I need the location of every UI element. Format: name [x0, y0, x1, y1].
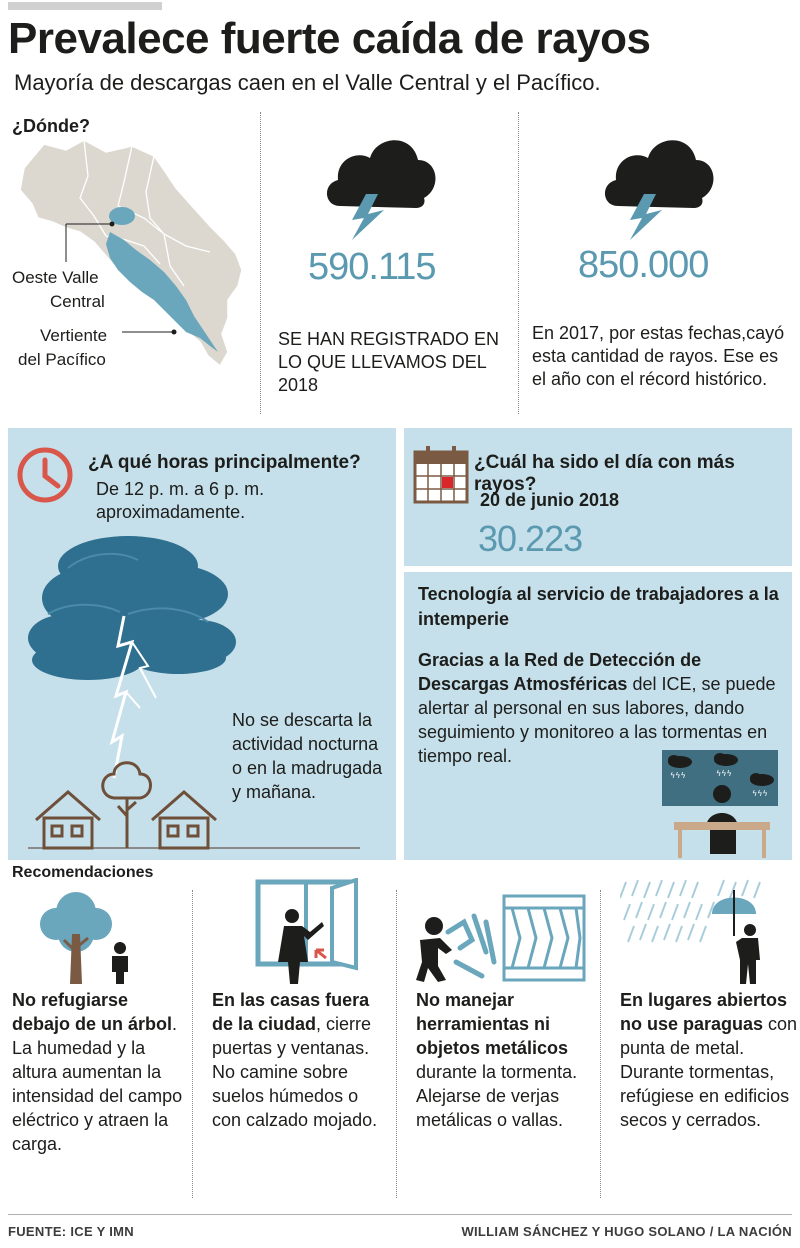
- tech-text-rest: del ICE, se puede alertar al personal en sus labores, dando seguimiento y monitoreo a las tormentas en tiempo real.: [418, 674, 776, 766]
- monitoring-worker-icon: [660, 750, 780, 858]
- svg-text:ϟϟϟ: ϟϟϟ: [716, 769, 732, 778]
- calendar-icon: [412, 444, 470, 506]
- divider: [518, 112, 519, 414]
- rec-house-rest: , cierre puertas y ventanas. No camine sobre suelos húmedos o con calzado mojado.: [212, 1014, 378, 1130]
- rec-tree-bold: No refugiarse debajo de un árbol: [12, 990, 173, 1034]
- rec-umbrella-rest: con punta de metal. Durante tormentas, refúgiese en edificios secos y cerrados.: [620, 1014, 798, 1130]
- stat-2017-value: 850.000: [578, 244, 709, 286]
- divider: [600, 890, 601, 1198]
- umbrella-rain-icon: [620, 878, 776, 986]
- stat-2018-caption: SE HAN REGISTRADO EN LO QUE LLEVAMOS DEL 2018: [278, 329, 500, 395]
- footer-credit: WILLIAM SÁNCHEZ Y HUGO SOLANO / LA NACIÓN: [461, 1224, 792, 1239]
- rec-tools: [416, 988, 592, 1132]
- page-title: Prevalece fuerte caída de rayos: [8, 14, 651, 63]
- where-heading: ¿Dónde?: [12, 116, 90, 136]
- recommendations-heading: Recomendaciones: [12, 864, 154, 881]
- divider: [396, 890, 397, 1198]
- rec-umbrella-bold: En lugares abiertos no use paraguas: [620, 990, 788, 1034]
- max-day-value: 30.223: [478, 518, 583, 559]
- page-subtitle: Mayoría de descargas caen en el Valle Central y el Pacífico.: [14, 70, 601, 95]
- label-oeste-valle-2: Central: [50, 292, 105, 311]
- tech-text-bold: Gracias a la Red de Detección de Descargas Atmosféricas: [418, 650, 702, 694]
- tree-person-icon: [36, 890, 146, 986]
- rec-tree: [12, 988, 188, 1156]
- storm-cloud-icon: [322, 128, 440, 240]
- max-day-heading: ¿Cuál ha sido el día con más rayos?: [474, 452, 735, 495]
- tools-fence-icon: [412, 892, 588, 984]
- hours-heading: ¿A qué horas principalmente?: [88, 452, 361, 473]
- max-day-date: 20 de junio 2018: [480, 490, 620, 510]
- rec-house-bold: En las casas fuera de la ciudad: [212, 990, 370, 1034]
- label-pacifico: del Pacífico: [18, 350, 106, 369]
- rec-tools-bold: No manejar herramientas ni objetos metálicos: [416, 990, 569, 1058]
- window-person-icon: [250, 878, 360, 988]
- rec-tree-rest: . La humedad y la altura aumentan la intensidad del campo eléctrico y atraen la carga.: [12, 1014, 183, 1154]
- divider: [260, 112, 261, 414]
- top-accent-bar: [8, 2, 162, 10]
- label-vertiente: Vertiente: [40, 326, 108, 345]
- divider: [192, 890, 193, 1198]
- storm-cloud-icon: [600, 128, 718, 240]
- hours-text: De 12 p. m. a 6 p. m. aproximadamente.: [96, 479, 265, 522]
- rec-house: [212, 988, 390, 1132]
- footer-source: FUENTE: ICE Y IMN: [8, 1224, 134, 1239]
- svg-text:ϟϟϟ: ϟϟϟ: [752, 789, 768, 798]
- rec-tools-rest: durante la tormenta. Alejarse de verjas metálicas o vallas.: [416, 1062, 578, 1130]
- hours-note: No se descarta la actividad nocturna o en la madrugada y mañana.: [232, 710, 383, 802]
- clock-icon: [16, 446, 74, 504]
- stat-2017-caption: En 2017, por estas fechas,cayó esta cantidad de rayos. Ese es el año con el récord histórico.: [532, 323, 785, 389]
- storm-illustration: [28, 528, 364, 854]
- stat-2018-value: 590.115: [308, 246, 436, 288]
- footer-rule: [8, 1214, 792, 1215]
- label-oeste-valle: Oeste Valle: [12, 268, 99, 287]
- rec-umbrella: [620, 988, 798, 1132]
- svg-text:ϟϟϟ: ϟϟϟ: [670, 771, 686, 780]
- tech-heading: Tecnología al servicio de trabajadores a la intemperie: [418, 584, 779, 629]
